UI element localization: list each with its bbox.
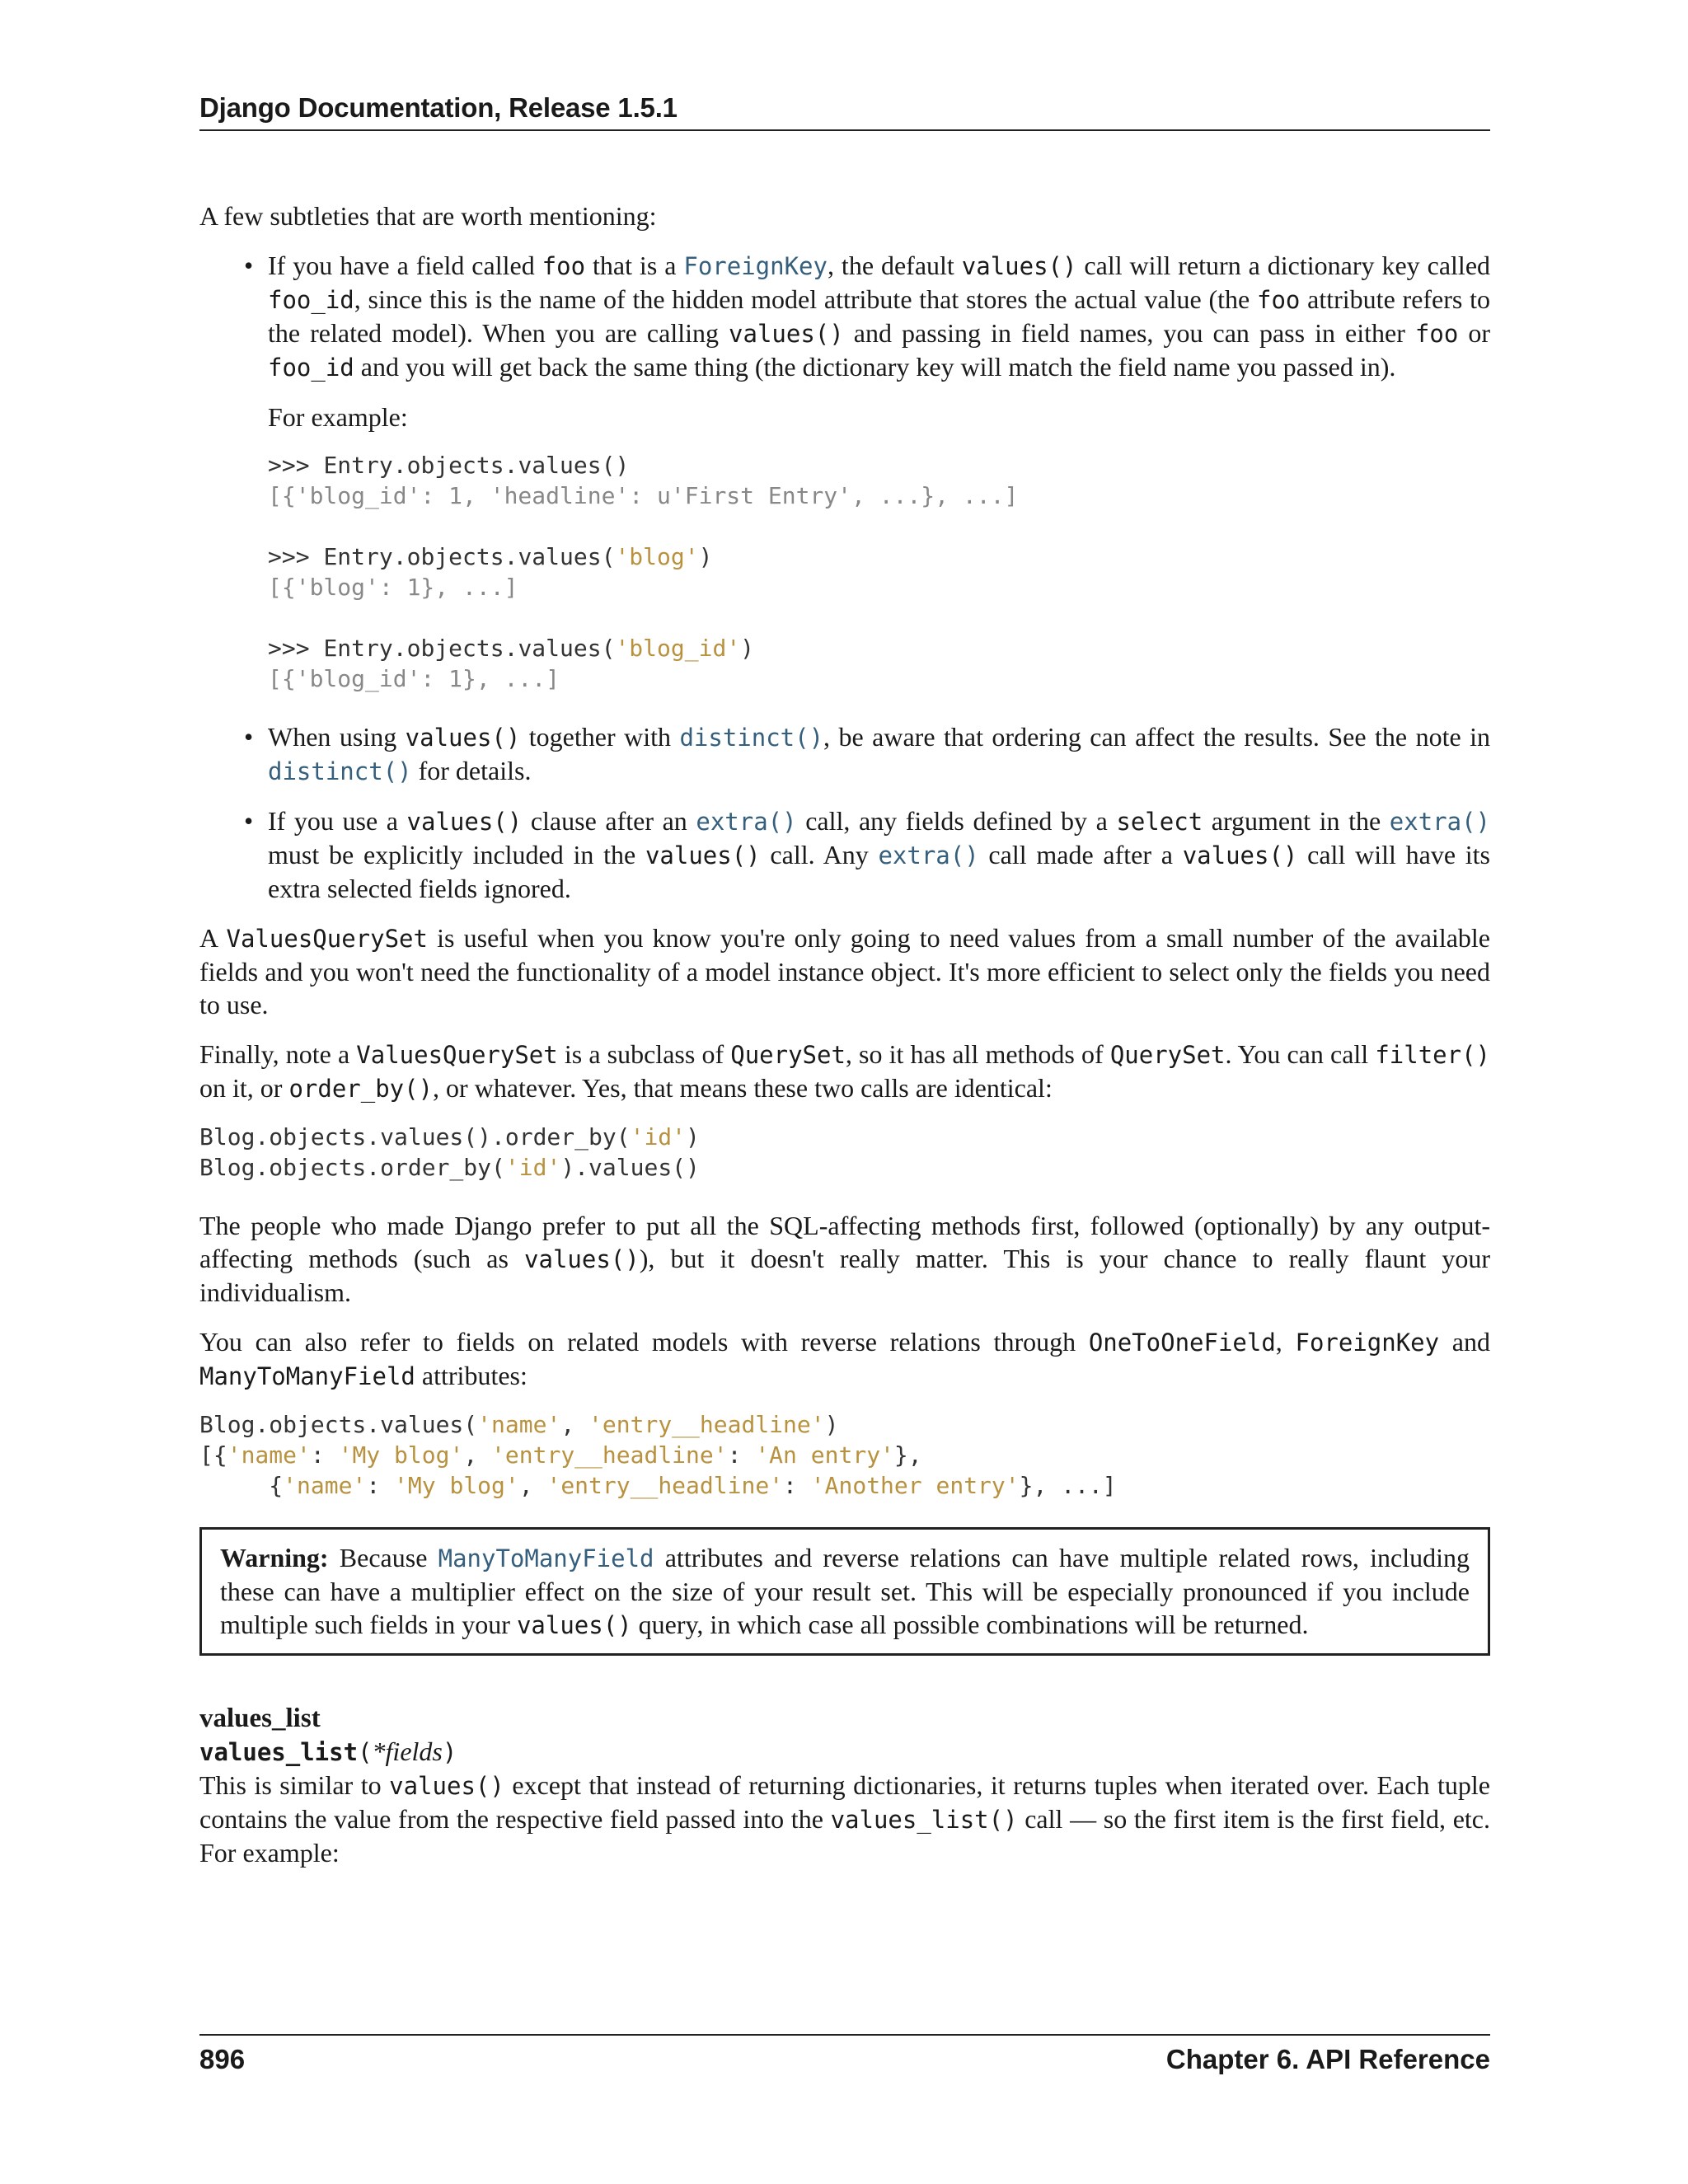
bullet-icon: • <box>244 806 254 836</box>
bullet-text: If you have a field called foo that is a ForeignKey, the default values() call will return a dictionary key called foo_id, since this is the name of the hidden model attribute that stores the actual value (the foo attribute refers to the related model). When you are calling values() and passing in field names, you can pass in either foo or foo_id and you will get back the same thing (the dictionary key will match the field name you passed in). <box>268 251 1491 382</box>
distinct-link[interactable]: distinct() <box>268 757 412 785</box>
bullet-icon: • <box>244 722 254 752</box>
section-title: values_list <box>199 1704 321 1733</box>
document-page <box>199 0 1490 2184</box>
extra-link[interactable]: extra() <box>878 841 979 869</box>
list-item <box>199 804 1490 905</box>
warning-label: Warning: <box>220 1543 329 1572</box>
bullet-text: When using values() together with distinct(), be aware that ordering can affect the results. See the note in distinct() for details. <box>268 722 1491 785</box>
manytomanyfield-link[interactable]: ManyToManyField <box>438 1544 654 1572</box>
list-item <box>199 249 1490 694</box>
method-signature: values_list(*fields) <box>199 1736 457 1766</box>
paragraph: A ValuesQuerySet is useful when you know you're only going to need values from a small number of the available fields and you won't need the functionality of a model instance object. It's more efficient to select only the fields you need to use. <box>199 923 1491 1019</box>
paragraph: This is similar to values() except that instead of returning dictionaries, it returns tuples when iterated over. Each tuple contains the value from the respective field passed into the values_list() call — so the first item is the first field, etc. For example: <box>199 1770 1491 1868</box>
page-number: 896 <box>199 2044 246 2074</box>
chapter-title: Chapter 6. API Reference <box>1165 2044 1490 2074</box>
paragraph: The people who made Django prefer to put all the SQL-affecting methods first, followed (optionally) by any output-affecting methods (such as values()), but it doesn't really matter. This is your chance to really flaunt your individualism. <box>199 1211 1491 1307</box>
distinct-link[interactable]: distinct() <box>679 724 824 752</box>
list-item <box>199 720 1490 788</box>
extra-link[interactable]: extra() <box>1389 808 1490 836</box>
bullet-icon: • <box>244 251 254 280</box>
extra-link[interactable]: extra() <box>696 808 797 836</box>
foreignkey-link[interactable]: ForeignKey <box>683 252 828 280</box>
page-header <box>199 92 1490 131</box>
subtleties-list <box>199 249 1490 905</box>
warning-box <box>199 1527 1490 1656</box>
code-example-values: >>> Entry.objects.values() [{'blog_id': 1, 'headline': u'First Entry', ...}, ...] >>> Entry.objects.values('blog') [{'blog': 1}, ...] >>> Entry.objects.values('blog_id') [{'blog_id': 1}, ...] <box>268 452 1019 692</box>
paragraph: You can also refer to fields on related models with reverse relations through OneToOneField, ForeignKey and ManyToManyField attributes: <box>199 1327 1491 1390</box>
page-content <box>199 199 1490 1869</box>
bullet-text: If you use a values() clause after an extra() call, any fields defined by a select argument in the extra() must be explicitly included in the values() call. Any extra() call made after a values() call will have its extra selected fields ignored. <box>268 806 1490 903</box>
intro-text: A few subtleties that are worth mentioning: <box>199 201 657 231</box>
header-title: Django Documentation, Release 1.5.1 <box>199 92 678 123</box>
code-example-order-by: Blog.objects.values().order_by('id') Blog.objects.order_by('id').values() <box>199 1123 700 1181</box>
footer-rule <box>199 2034 1490 2036</box>
example-label: For example: <box>268 402 408 432</box>
warning-text: Warning: Because ManyToManyField attributes and reverse relations can have multiple related rows, including these can have a multiplier effect on the size of your result set. This will be especially pronounced if you include multiple such fields in your values() query, in which case all possible combinations will be returned. <box>220 1543 1470 1639</box>
paragraph: Finally, note a ValuesQuerySet is a subclass of QuerySet, so it has all methods of QuerySet. You can call filter() on it, or order_by(), or whatever. Yes, that means these two calls are identical: <box>199 1039 1491 1103</box>
code-example-related: Blog.objects.values('name', 'entry__headline') [{'name': 'My blog', 'entry__headline': 'An entry'}, {'name': 'My blog', 'entry__headline': 'Another entry'}, ...] <box>199 1411 1117 1499</box>
